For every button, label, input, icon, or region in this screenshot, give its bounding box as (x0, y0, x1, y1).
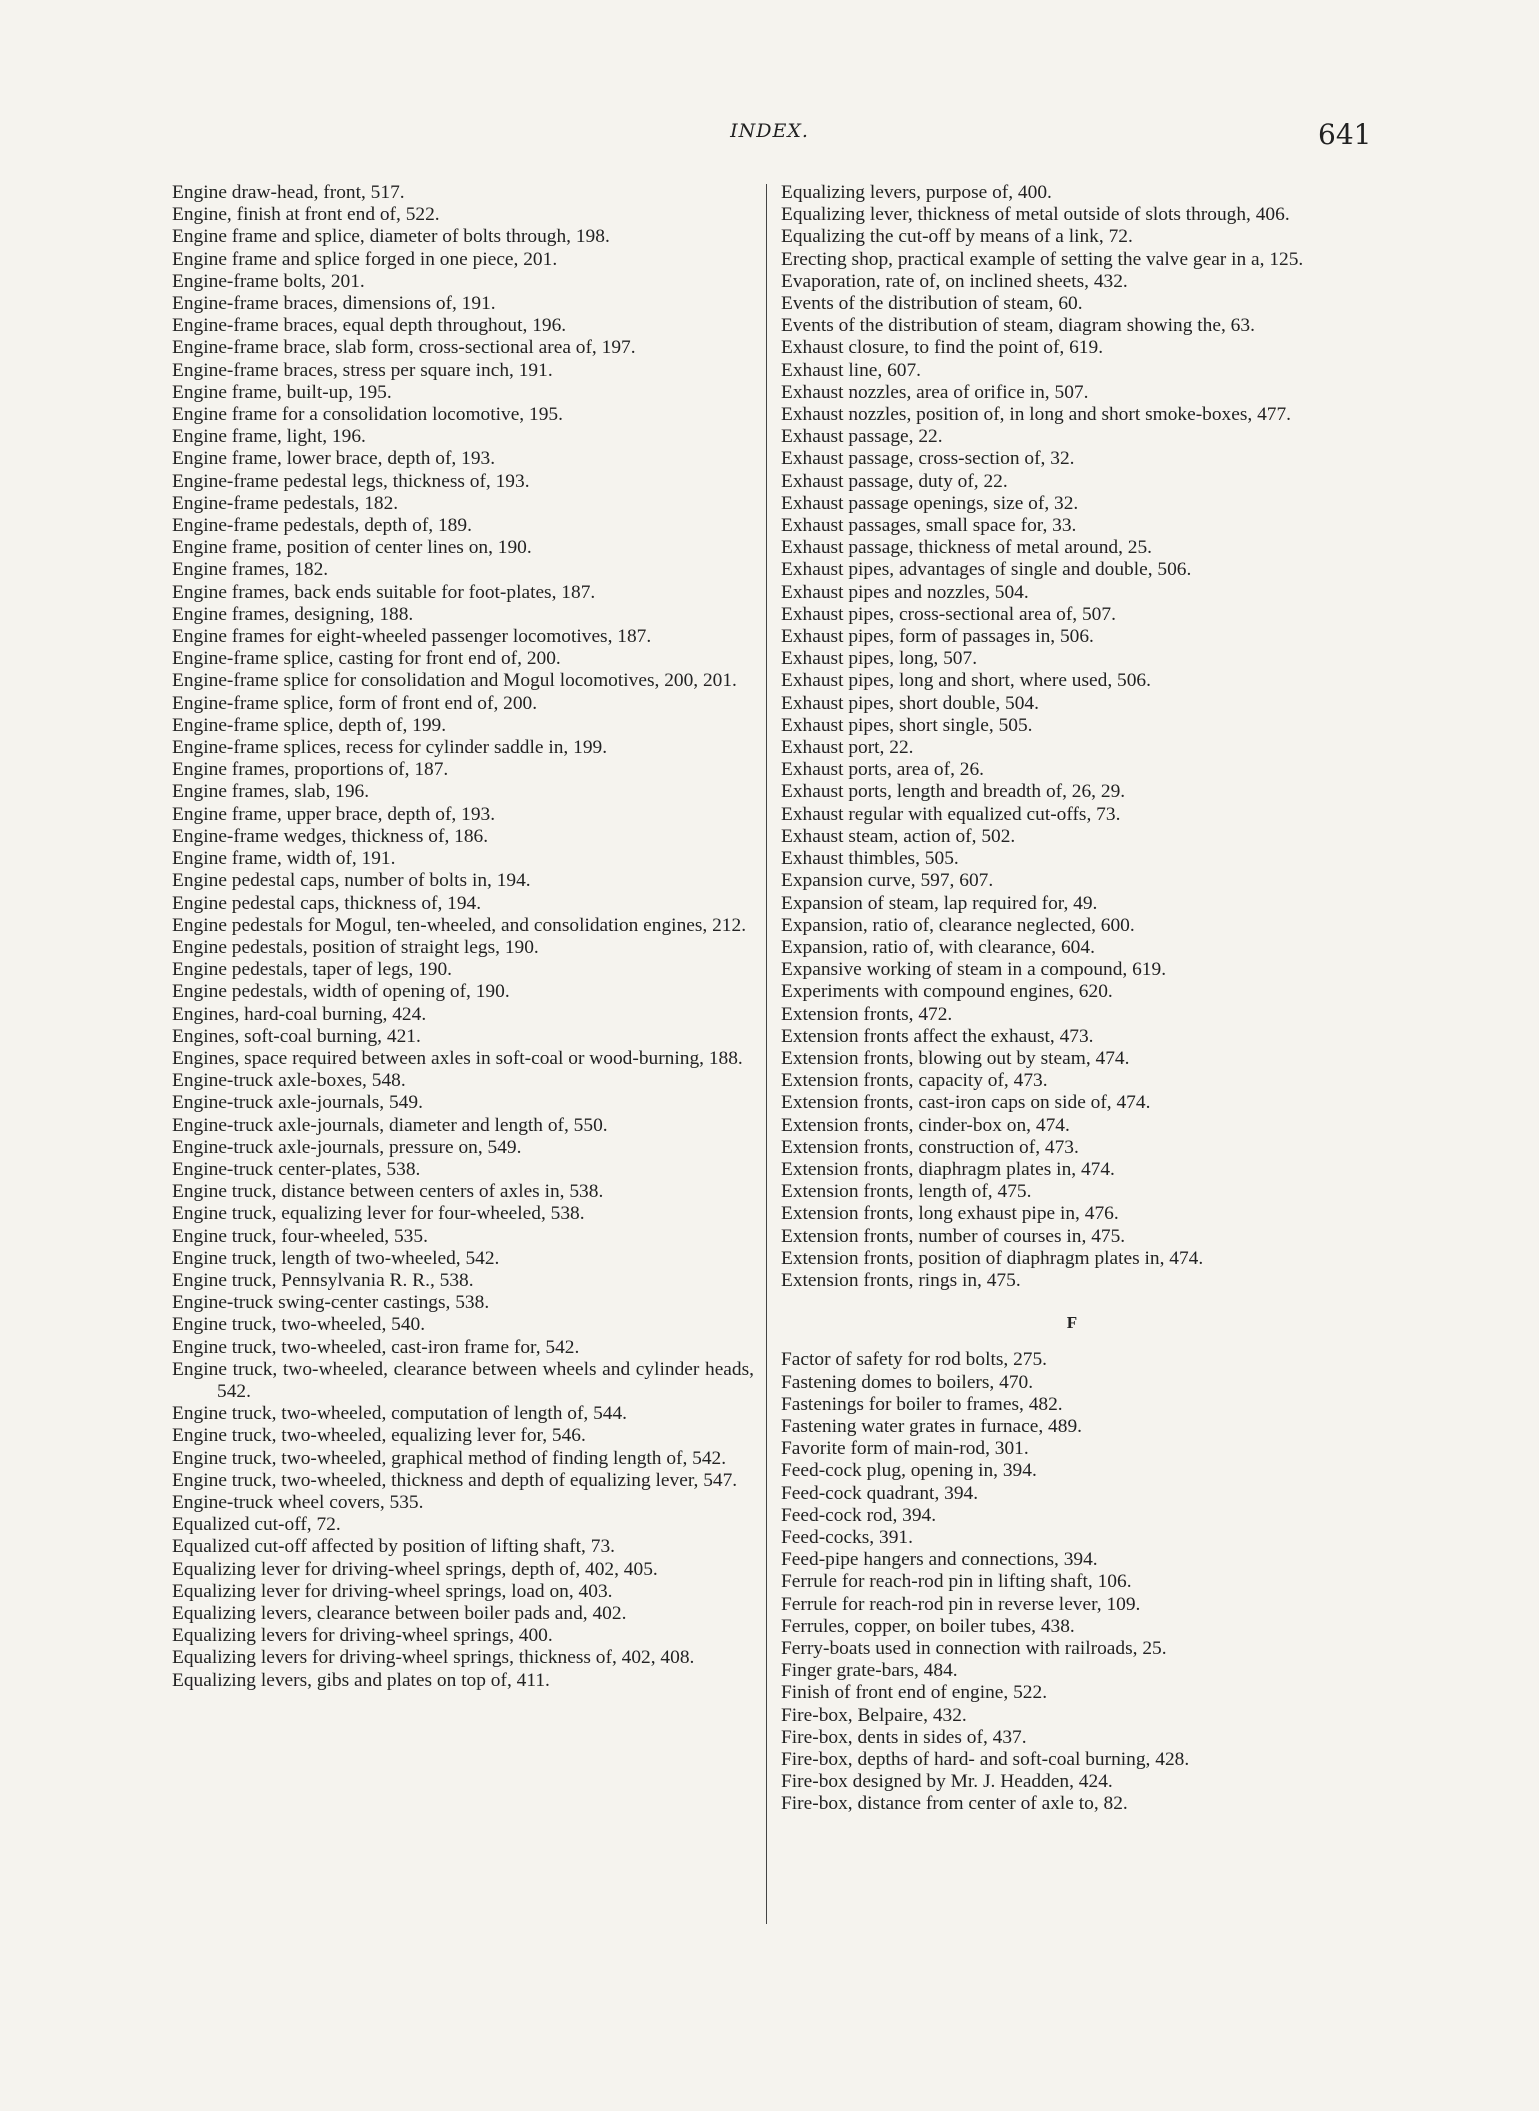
page-number: 641 (1318, 118, 1372, 151)
index-entry: Engines, hard-coal burning, 424. (172, 1003, 427, 1025)
index-entry: Exhaust pipes, long, 507. (781, 648, 978, 670)
index-entry: Extension fronts, number of courses in, 475. (781, 1225, 1126, 1247)
index-entry: Engine truck, two-wheeled, computation of length of, 544. (172, 1403, 628, 1425)
index-entry: Feed-cock plug, opening in, 394. (781, 1460, 1037, 1482)
index-entry: Fire-box designed by Mr. J. Headden, 424. (781, 1771, 1113, 1793)
index-entry: Feed-cocks, 391. (781, 1526, 913, 1548)
index-entry: Engine frames, slab, 196. (172, 781, 370, 803)
index-entry: Fire-box, depths of hard- and soft-coal burning, 428. (781, 1749, 1190, 1771)
index-column-left (172, 182, 754, 1692)
index-entry: Equalizing the cut-off by means of a link, 72. (781, 226, 1133, 248)
index-entry: Fastenings for boiler to frames, 482. (781, 1393, 1063, 1415)
index-entry: Engines, soft-coal burning, 421. (172, 1025, 421, 1047)
index-entry: Extension fronts, construction of, 473. (781, 1136, 1079, 1158)
index-entry: Engine-truck axle-journals, 549. (172, 1092, 423, 1114)
index-entry: Engine-frame splice, form of front end of, 200. (172, 692, 538, 714)
index-entry: Engine pedestals, width of opening of, 190. (172, 981, 510, 1003)
index-entry: Ferry-boats used in connection with railroads, 25. (781, 1638, 1167, 1659)
index-entry: Engine-frame braces, dimensions of, 191. (172, 293, 496, 315)
index-entry: Equalizing levers, clearance between boiler pads and, 402. (172, 1603, 627, 1624)
index-entry: Engine-frame braces, stress per square inch, 191. (172, 359, 553, 381)
index-entry: Extension fronts, diaphragm plates in, 474. (781, 1158, 1115, 1180)
index-entry: Engine frames, designing, 188. (172, 603, 414, 625)
index-entry: Engine truck, two-wheeled, thickness and depth of equalizing lever, 547. (172, 1469, 738, 1491)
index-entry: Engine-frame splice for consolidation and Mogul locomotives, 200, 201. (172, 670, 737, 692)
index-entry: Engine-frame pedestal legs, thickness of, 193. (172, 470, 530, 492)
column-divider (766, 184, 767, 1924)
index-entry: Favorite form of main-rod, 301. (781, 1438, 1029, 1460)
index-entry: Engine frame, built-up, 195. (172, 381, 392, 403)
index-entry: Engine truck, distance between centers of axles in, 538. (172, 1181, 604, 1203)
index-section-f (781, 1349, 1363, 1815)
index-entry: Engine-frame bolts, 201. (172, 270, 365, 292)
index-entry: Engine frame, light, 196. (172, 426, 366, 448)
running-title: INDEX. (730, 120, 809, 142)
index-entry: Expansion curve, 597, 607. (781, 870, 994, 892)
index-entry: Engine frames, 182. (172, 559, 329, 581)
index-entry: Exhaust passage openings, size of, 32. (781, 492, 1079, 514)
index-entry: Engines, space required between axles in soft-coal or wood-burning, 188. (172, 1047, 743, 1069)
index-entry: Exhaust line, 607. (781, 359, 922, 381)
index-entry: Fire-box, distance from center of axle to, 82. (781, 1793, 1128, 1815)
index-entry: Fire-box, Belpaire, 432. (781, 1704, 967, 1726)
index-column-right (781, 182, 1363, 1816)
index-entry: Fastening domes to boilers, 470. (781, 1371, 1034, 1393)
index-entry: Feed-cock rod, 394. (781, 1504, 937, 1526)
index-entry: Fastening water grates in furnace, 489. (781, 1415, 1082, 1437)
index-entry: Engine frame, width of, 191. (172, 848, 396, 870)
index-entry: Engine, finish at front end of, 522. (172, 204, 440, 226)
index-entry: Extension fronts, position of diaphragm plates in, 474. (781, 1247, 1204, 1269)
index-entry: Engine pedestals, taper of legs, 190. (172, 959, 453, 981)
index-entry: Expansion, ratio of, with clearance, 604. (781, 936, 1095, 958)
index-entry: Equalizing levers for driving-wheel springs, thickness of, 402, 408. (172, 1647, 695, 1669)
index-entry: Engine-truck axle-journals, pressure on, 549. (172, 1136, 522, 1158)
index-entry: Ferrule for reach-rod pin in lifting shaft, 106. (781, 1571, 1132, 1593)
index-entry: Engine-frame brace, slab form, cross-sectional area of, 197. (172, 337, 636, 359)
index-entry: Evaporation, rate of, on inclined sheets, 432. (781, 270, 1128, 292)
index-entry: Engine-truck center-plates, 538. (172, 1158, 421, 1180)
index-entry: Exhaust pipes, long and short, where used, 506. (781, 670, 1151, 692)
index-entry: Engine-frame splices, recess for cylinder saddle in, 199. (172, 737, 608, 759)
index-entry: Exhaust pipes, short double, 504. (781, 692, 1039, 714)
index-entry: Engine draw-head, front, 517. (172, 182, 405, 203)
index-entry: Exhaust passage, duty of, 22. (781, 470, 1008, 492)
index-entry: Extension fronts, length of, 475. (781, 1181, 1032, 1203)
index-entry: Extension fronts, 472. (781, 1003, 953, 1025)
index-entry: Engine frames for eight-wheeled passenger locomotives, 187. (172, 626, 652, 648)
index-entry: Exhaust passages, small space for, 33. (781, 515, 1077, 537)
index-entry: Engine pedestal caps, number of bolts in, 194. (172, 870, 531, 892)
index-entry: Equalizing levers, purpose of, 400. (781, 182, 1052, 203)
index-entry: Engine truck, two-wheeled, graphical method of finding length of, 542. (172, 1447, 727, 1469)
index-entry: Expansion, ratio of, clearance neglected, 600. (781, 914, 1135, 936)
index-entry: Engine frame and splice forged in one piece, 201. (172, 248, 558, 270)
index-entry: Exhaust passage, thickness of metal around, 25. (781, 537, 1153, 559)
index-entry: Exhaust nozzles, position of, in long and short smoke-boxes, 477. (781, 404, 1292, 426)
index-entry: Extension fronts, blowing out by steam, 474. (781, 1047, 1130, 1069)
index-entry: Exhaust closure, to find the point of, 619. (781, 337, 1104, 359)
index-entry: Exhaust passage, 22. (781, 426, 943, 448)
index-entry: Engine-frame wedges, thickness of, 186. (172, 825, 489, 847)
index-entry: Engine pedestal caps, thickness of, 194. (172, 892, 482, 914)
index-entry: Engine truck, two-wheeled, equalizing lever for, 546. (172, 1425, 586, 1447)
index-entry: Exhaust ports, length and breadth of, 26, 29. (781, 781, 1126, 803)
section-letter-f: F (1066, 1313, 1078, 1333)
index-entry: Equalizing levers for driving-wheel springs, 400. (172, 1625, 553, 1647)
index-entry: Extension fronts, cinder-box on, 474. (781, 1114, 1070, 1136)
index-entry: Engine truck, four-wheeled, 535. (172, 1225, 428, 1247)
index-entry: Engine-frame braces, equal depth throughout, 196. (172, 315, 567, 337)
index-entry: Engine-frame pedestals, 182. (172, 492, 399, 514)
index-entry: Engine-truck axle-journals, diameter and length of, 550. (172, 1114, 608, 1136)
index-entry: Exhaust regular with equalized cut-offs, 73. (781, 803, 1121, 825)
index-entry: Extension fronts affect the exhaust, 473. (781, 1025, 1094, 1047)
index-entry: Ferrules, copper, on boiler tubes, 438. (781, 1615, 1075, 1637)
index-entry: Extension fronts, long exhaust pipe in, 476. (781, 1203, 1119, 1225)
index-entry: Engine frame, upper brace, depth of, 193. (172, 803, 496, 825)
index-section-e (781, 182, 1363, 1292)
index-entry: Exhaust pipes, cross-sectional area of, 507. (781, 603, 1116, 625)
index-entry: Engine truck, equalizing lever for four-wheeled, 538. (172, 1203, 585, 1225)
index-entry: Engine truck, Pennsylvania R. R., 538. (172, 1269, 474, 1291)
index-entry: Extension fronts, cast-iron caps on side of, 474. (781, 1092, 1151, 1114)
index-entry: Engine frames, proportions of, 187. (172, 759, 449, 781)
index-entry: Equalizing lever, thickness of metal outside of slots through, 406. (781, 204, 1290, 226)
index-entry: Equalizing lever for driving-wheel springs, depth of, 402, 405. (172, 1558, 658, 1580)
index-entry: Exhaust pipes and nozzles, 504. (781, 581, 1029, 603)
index-entry: Erecting shop, practical example of setting the valve gear in a, 125. (781, 248, 1304, 270)
index-entry: Engine truck, two-wheeled, 540. (172, 1314, 426, 1336)
index-entry: Engine-truck axle-boxes, 548. (172, 1070, 406, 1092)
index-entry: Equalized cut-off affected by position of lifting shaft, 73. (172, 1536, 615, 1558)
index-entry: Exhaust passage, cross-section of, 32. (781, 448, 1075, 470)
index-entry: Engine truck, two-wheeled, clearance between wheels and cylinder heads, 542. (172, 1358, 754, 1402)
index-entry: Finish of front end of engine, 522. (781, 1682, 1048, 1704)
index-entry: Engine-frame pedestals, depth of, 189. (172, 515, 472, 537)
index-entry: Engine-frame splice, depth of, 199. (172, 714, 447, 736)
index-entry: Exhaust ports, area of, 26. (781, 759, 985, 781)
index-entry: Exhaust port, 22. (781, 737, 914, 759)
index-entry: Ferrule for reach-rod pin in reverse lever, 109. (781, 1593, 1141, 1615)
index-entry: Engine-truck swing-center castings, 538. (172, 1292, 490, 1314)
index-entry: Exhaust pipes, form of passages in, 506. (781, 626, 1094, 648)
index-entry: Engine pedestals, position of straight legs, 190. (172, 936, 539, 958)
index-entry: Experiments with compound engines, 620. (781, 981, 1113, 1003)
index-entry: Equalizing levers, gibs and plates on top of, 411. (172, 1669, 550, 1691)
index-entry: Events of the distribution of steam, diagram showing the, 63. (781, 315, 1255, 337)
index-entry: Engine-truck wheel covers, 535. (172, 1491, 424, 1513)
index-entry: Exhaust pipes, short single, 505. (781, 714, 1033, 736)
index-entry: Exhaust thimbles, 505. (781, 848, 959, 870)
index-entry: Exhaust steam, action of, 502. (781, 825, 1016, 847)
index-entry: Engine pedestals for Mogul, ten-wheeled, and consolidation engines, 212. (172, 914, 747, 936)
index-entry: Engine-frame splice, casting for front end of, 200. (172, 648, 561, 670)
index-entry: Exhaust pipes, advantages of single and double, 506. (781, 559, 1192, 581)
index-entry: Engine frame and splice, diameter of bolts through, 198. (172, 226, 610, 248)
index-entry: Engine frame, position of center lines on, 190. (172, 537, 532, 559)
index-entry: Engine frames, back ends suitable for foot-plates, 187. (172, 581, 596, 603)
index-entry: Feed-pipe hangers and connections, 394. (781, 1549, 1098, 1571)
index-entry: Extension fronts, rings in, 475. (781, 1269, 1021, 1291)
index-entry: Exhaust nozzles, area of orifice in, 507. (781, 381, 1089, 403)
index-entry: Engine frame for a consolidation locomotive, 195. (172, 404, 563, 426)
index-entry: Fire-box, dents in sides of, 437. (781, 1726, 1027, 1748)
index-entry: Engine truck, length of two-wheeled, 542. (172, 1247, 500, 1269)
index-entry: Expansion of steam, lap required for, 49. (781, 892, 1098, 914)
index-entry: Finger grate-bars, 484. (781, 1660, 958, 1682)
index-entry: Equalizing lever for driving-wheel springs, load on, 403. (172, 1580, 613, 1602)
index-entry: Expansive working of steam in a compound, 619. (781, 959, 1167, 981)
index-entry: Equalized cut-off, 72. (172, 1514, 341, 1536)
index-entry: Events of the distribution of steam, 60. (781, 293, 1083, 315)
index-entry: Extension fronts, capacity of, 473. (781, 1070, 1048, 1092)
index-entry: Engine truck, two-wheeled, cast-iron frame for, 542. (172, 1336, 580, 1358)
index-entry: Factor of safety for rod bolts, 275. (781, 1349, 1048, 1371)
index-entry: Feed-cock quadrant, 394. (781, 1482, 979, 1504)
index-entry: Engine frame, lower brace, depth of, 193. (172, 448, 496, 470)
